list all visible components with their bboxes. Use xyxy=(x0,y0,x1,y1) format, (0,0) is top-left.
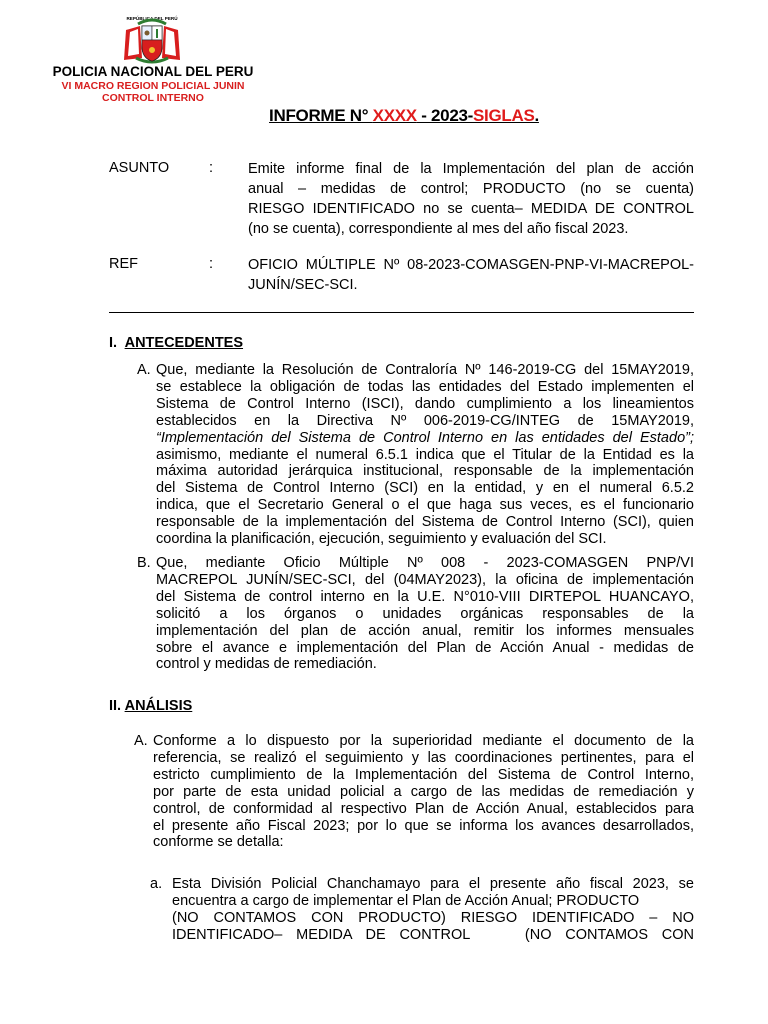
ref-label: REF xyxy=(109,256,138,272)
asunto-line: RIESGO IDENTIFICADO no se cuenta– MEDIDA DE CONTROL xyxy=(248,201,694,217)
section-1-heading xyxy=(109,335,243,351)
antecedente-a xyxy=(137,362,694,548)
header-divider xyxy=(109,312,694,313)
paragraph-line: Sistema de Control Interno (ISCI), dando cumplimiento a los lineamientos xyxy=(156,395,694,412)
paragraph-line: máxima autoridad jerárquica institucional, responsable de la implementación xyxy=(156,463,694,480)
item-marker: B. xyxy=(137,555,151,571)
region-name: VI MACRO REGION POLICIAL JUNIN xyxy=(61,80,245,92)
paragraph-line: del Sistema de Control Interno (SCI) en la entidad, y en el numeral 6.5.2 xyxy=(156,480,694,497)
asunto-line: anual – medidas de control; PRODUCTO (no se cuenta) xyxy=(248,181,694,197)
title-prefix: INFORME N° xyxy=(269,106,373,125)
section-2-heading xyxy=(109,698,192,714)
paragraph-line: por parte de esta unidad policial a cargo de las medidas de remediación y xyxy=(153,783,694,800)
ref-colon: : xyxy=(209,256,214,272)
analisis-a-sub-a xyxy=(150,876,694,944)
paragraph-line: coordina la planificación, ejecución, seguimiento y evaluación del SCI. xyxy=(156,531,607,548)
paragraph-line: se establece la obligación de todas las entidades del Estado implementen el xyxy=(156,378,694,395)
paragraph-line: establecidos en la Directiva Nº 006-2019-CG/INTEG de 15MAY2019, xyxy=(156,412,694,429)
paragraph-line: Conforme a lo dispuesto por la superioridad mediante el documento de la xyxy=(153,733,694,749)
paragraph-line: Que, mediante Oficio Múltiple Nº 008 - 2023-COMASGEN PNP/VI xyxy=(156,555,694,571)
section-2-number: II. xyxy=(109,698,122,714)
paragraph-line: estricto cumplimiento de la Implementación del Sistema de Control Interno, xyxy=(153,766,694,783)
title-suffix: . xyxy=(534,106,539,125)
asunto-line: (no se cuenta), correspondiente al mes del año fiscal 2023. xyxy=(248,221,629,237)
paragraph-line: control, de conformidad al respectivo Plan de Acción Anual, establecidos para xyxy=(153,800,694,817)
paragraph-line: indica, que el Secretario General o el que haga sus veces, es el funcionario xyxy=(156,497,694,514)
paragraph-line: conforme se detalla: xyxy=(153,834,284,851)
title-siglas: SIGLAS xyxy=(473,106,535,125)
paragraph-line: del Sistema de control interno en la U.E. N°010-VIII DIRTEPOL HUANCAYO, xyxy=(156,588,694,605)
paragraph-line: (NO CONTAMOS CON PRODUCTO) RIESGO IDENTIFICADO – NO xyxy=(172,909,694,926)
paragraph-line: IDENTIFICADO– MEDIDA DE CONTROL (NO CONTAMOS CON xyxy=(172,926,694,943)
asunto-colon: : xyxy=(209,160,214,176)
item-marker: A. xyxy=(137,362,151,378)
paragraph-line: referencia, se realizó el seguimiento y las coordinaciones pertinentes, para el xyxy=(153,749,694,766)
ref-line: JUNÍN/SEC-SCI. xyxy=(248,277,358,293)
title-middle: - 2023- xyxy=(416,106,473,125)
section-2-title: ANÁLISIS xyxy=(124,698,193,714)
paragraph-line: Esta División Policial Chanchamayo para el presente año fiscal 2023, se xyxy=(172,876,694,892)
paragraph-line: MACREPOL JUNÍN/SEC-SCI, del (04MAY2023), la oficina de implementación xyxy=(156,571,694,588)
coat-of-arms-icon xyxy=(118,14,186,66)
antecedente-b xyxy=(137,555,694,673)
asunto-text xyxy=(248,159,694,239)
title-number: XXXX xyxy=(372,106,417,125)
paragraph-line: solicitó a los órganos o unidades orgánicas responsables de la xyxy=(156,605,694,622)
item-marker: A. xyxy=(134,733,148,749)
paragraph-line-italic: “Implementación del Sistema de Control Interno en las entidades del Estado”; xyxy=(156,429,694,446)
report-title xyxy=(0,106,768,126)
ref-line: OFICIO MÚLTIPLE Nº 08-2023-COMASGEN-PNP-VI-MACREPOL- xyxy=(248,257,694,273)
asunto-line: Emite informe final de la Implementación del plan de acción xyxy=(248,161,694,177)
ref-text xyxy=(248,255,694,295)
crest-caption: REPÚBLICA DEL PERÚ xyxy=(126,16,178,21)
paragraph-line: encuentra a cargo de implementar el Plan de Acción Anual; PRODUCTO xyxy=(172,892,640,909)
analisis-a xyxy=(134,733,694,851)
paragraph-line: sobre el avance e implementación del Plan de Acción Anual - medidas de xyxy=(156,639,694,656)
institution-name: POLICIA NACIONAL DEL PERU xyxy=(52,64,254,79)
section-1-title: ANTECEDENTES xyxy=(124,335,244,351)
item-marker: a. xyxy=(150,876,163,892)
paragraph-line: asimismo, mediante el numeral 6.5.1 indica que el Titular de la Entidad es la xyxy=(156,446,694,463)
section-1-number: I. xyxy=(109,335,118,351)
asunto-label: ASUNTO xyxy=(109,160,170,176)
paragraph-line: responsable de la implementación del Sistema de Control Interno (SCI), quien xyxy=(156,514,694,531)
paragraph-line: implementación del plan de acción anual, remitir los informes mensuales xyxy=(156,622,694,639)
paragraph-line: el presente año Fiscal 2023; por lo que se informa los avances desarrollados, xyxy=(153,817,694,834)
paragraph-line: Que, mediante la Resolución de Contraloría Nº 146-2019-CG del 15MAY2019, xyxy=(156,362,694,378)
paragraph-line: control y medidas de remediación. xyxy=(156,656,377,673)
office-name: CONTROL INTERNO xyxy=(102,92,204,104)
